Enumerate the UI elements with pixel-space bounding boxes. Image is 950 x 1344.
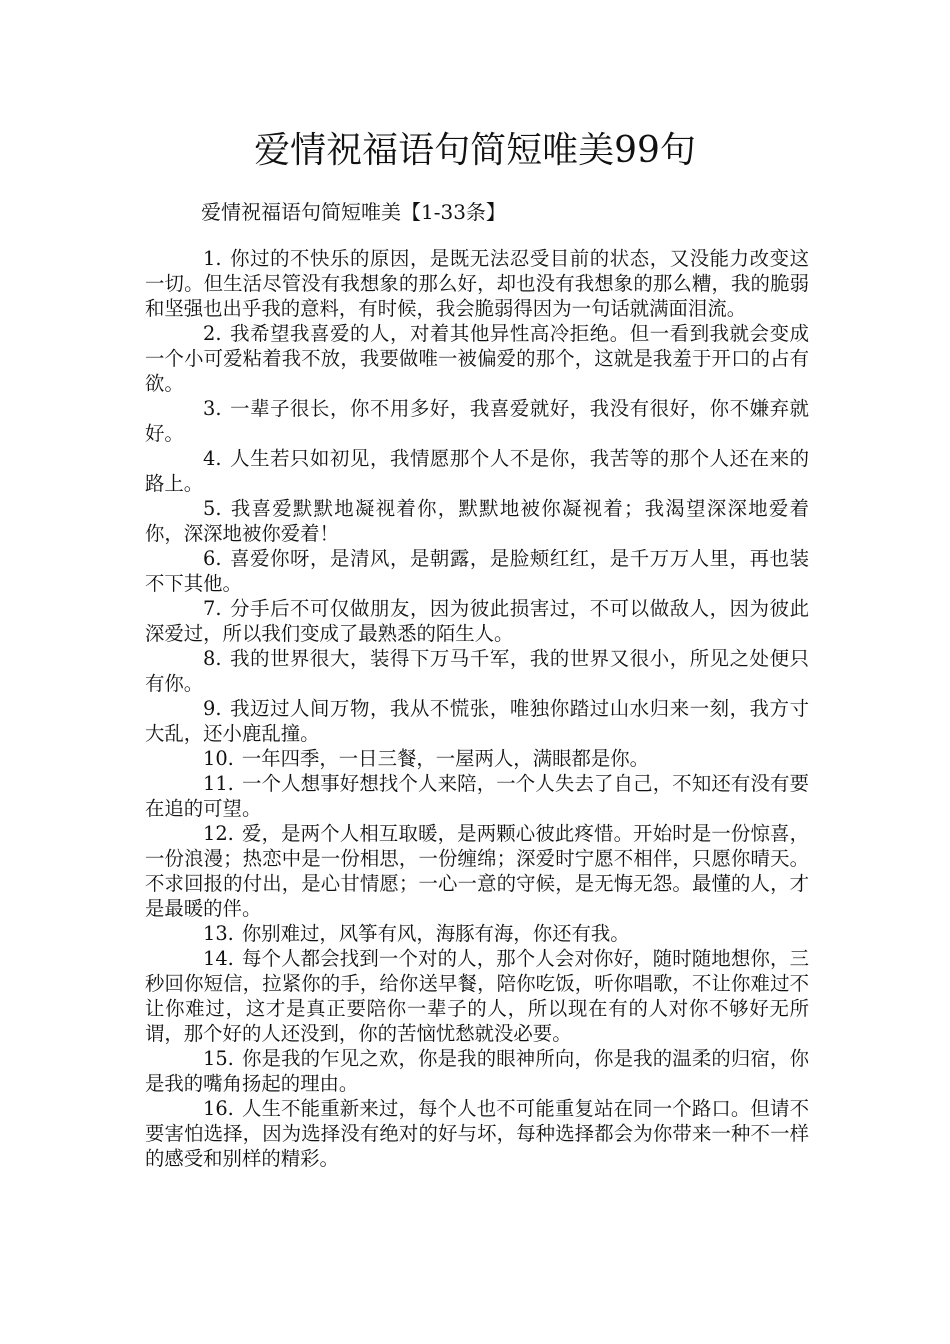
list-item [145, 1096, 809, 1171]
item-text: 一个人想事好想找个人来陪，一个人失去了自己，不知还有没有要在追的可望。 [145, 772, 809, 820]
list-item [145, 921, 809, 946]
item-number: 9. [203, 697, 222, 720]
item-number: 6. [203, 547, 222, 570]
item-number: 11. [203, 772, 234, 795]
item-text: 我的世界很大，装得下万马千军，我的世界又很小，所见之处便只有你。 [145, 647, 809, 695]
list-item [145, 546, 809, 596]
item-text: 分手后不可仅做朋友，因为彼此损害过，不可以做敌人，因为彼此深爱过，所以我们变成了最熟悉的陌生人。 [145, 597, 809, 645]
item-text: 一年四季，一日三餐，一屋两人，满眼都是你。 [241, 747, 650, 770]
list-item [145, 646, 809, 696]
item-text: 每个人都会找到一个对的人，那个人会对你好，随时随地想你，三秒回你短信，拉紧你的手，给你送早餐，陪你吃饭，听你唱歌，不让你难过不让你难过，这才是真正要陪你一辈子的人，所以现在有的人对你不够好无所谓，那个好的人还没到，你的苦恼忧愁就没必要。 [145, 947, 809, 1045]
item-number: 12. [203, 822, 234, 845]
item-text: 你别难过，风筝有风，海豚有海，你还有我。 [241, 922, 630, 945]
item-number: 14. [203, 947, 234, 970]
item-number: 15. [203, 1047, 234, 1070]
item-text: 一辈子很长，你不用多好，我喜爱就好，我没有很好，你不嫌弃就好。 [145, 397, 809, 445]
list-item [145, 696, 809, 746]
list-item [145, 496, 809, 546]
item-text: 人生若只如初见，我情愿那个人不是你，我苦等的那个人还在来的路上。 [145, 447, 809, 495]
blessing-list [145, 246, 809, 1171]
item-number: 4. [203, 447, 222, 470]
list-item [145, 821, 809, 921]
list-item [145, 321, 809, 396]
list-item [145, 746, 809, 771]
item-number: 13. [203, 922, 234, 945]
section-heading: 爱情祝福语句简短唯美【1-33条】 [201, 200, 506, 224]
list-item [145, 1046, 809, 1096]
list-item [145, 596, 809, 646]
list-item [145, 946, 809, 1046]
item-number: 5. [203, 497, 222, 520]
item-text: 我迈过人间万物，我从不慌张，唯独你踏过山水归来一刻，我方寸大乱，还小鹿乱撞。 [145, 697, 809, 745]
item-text: 你是我的乍见之欢，你是我的眼神所向，你是我的温柔的归宿，你是我的嘴角扬起的理由。 [145, 1047, 809, 1095]
list-item [145, 246, 809, 321]
list-item [145, 771, 809, 821]
item-text: 你过的不快乐的原因，是既无法忍受目前的状态，又没能力改变这一切。但生活尽管没有我想象的那么好，却也没有我想象的那么糟，我的脆弱和坚强也出乎我的意料，有时候，我会脆弱得因为一句话就满面泪流。 [145, 247, 809, 320]
item-number: 8. [203, 647, 222, 670]
list-item [145, 396, 809, 446]
item-text: 喜爱你呀，是清风，是朝露，是脸颊红红，是千万万人里，再也装不下其他。 [145, 547, 809, 595]
item-text: 我希望我喜爱的人，对着其他异性高冷拒绝。但一看到我就会变成一个小可爱粘着我不放，我要做唯一被偏爱的那个，这就是我羞于开口的占有欲。 [145, 322, 809, 395]
document-title: 爱情祝福语句简短唯美99句 [254, 130, 696, 171]
list-item [145, 446, 809, 496]
item-number: 16. [203, 1097, 234, 1120]
item-number: 3. [203, 397, 222, 420]
item-text: 爱，是两个人相互取暖，是两颗心彼此疼惜。开始时是一份惊喜，一份浪漫；热恋中是一份相思，一份缠绵；深爱时宁愿不相伴，只愿你晴天。不求回报的付出，是心甘情愿；一心一意的守候，是无悔无怨。最懂的人，才是最暖的伴。 [145, 822, 809, 920]
item-number: 7. [203, 597, 222, 620]
item-text: 人生不能重新来过，每个人也不可能重复站在同一个路口。但请不要害怕选择，因为选择没有绝对的好与坏，每种选择都会为你带来一种不一样的感受和别样的精彩。 [145, 1097, 809, 1170]
item-number: 2. [203, 322, 222, 345]
item-text: 我喜爱默默地凝视着你，默默地被你凝视着；我渴望深深地爱着你，深深地被你爱着！ [145, 497, 809, 545]
item-number: 10. [203, 747, 234, 770]
item-number: 1. [203, 247, 222, 270]
